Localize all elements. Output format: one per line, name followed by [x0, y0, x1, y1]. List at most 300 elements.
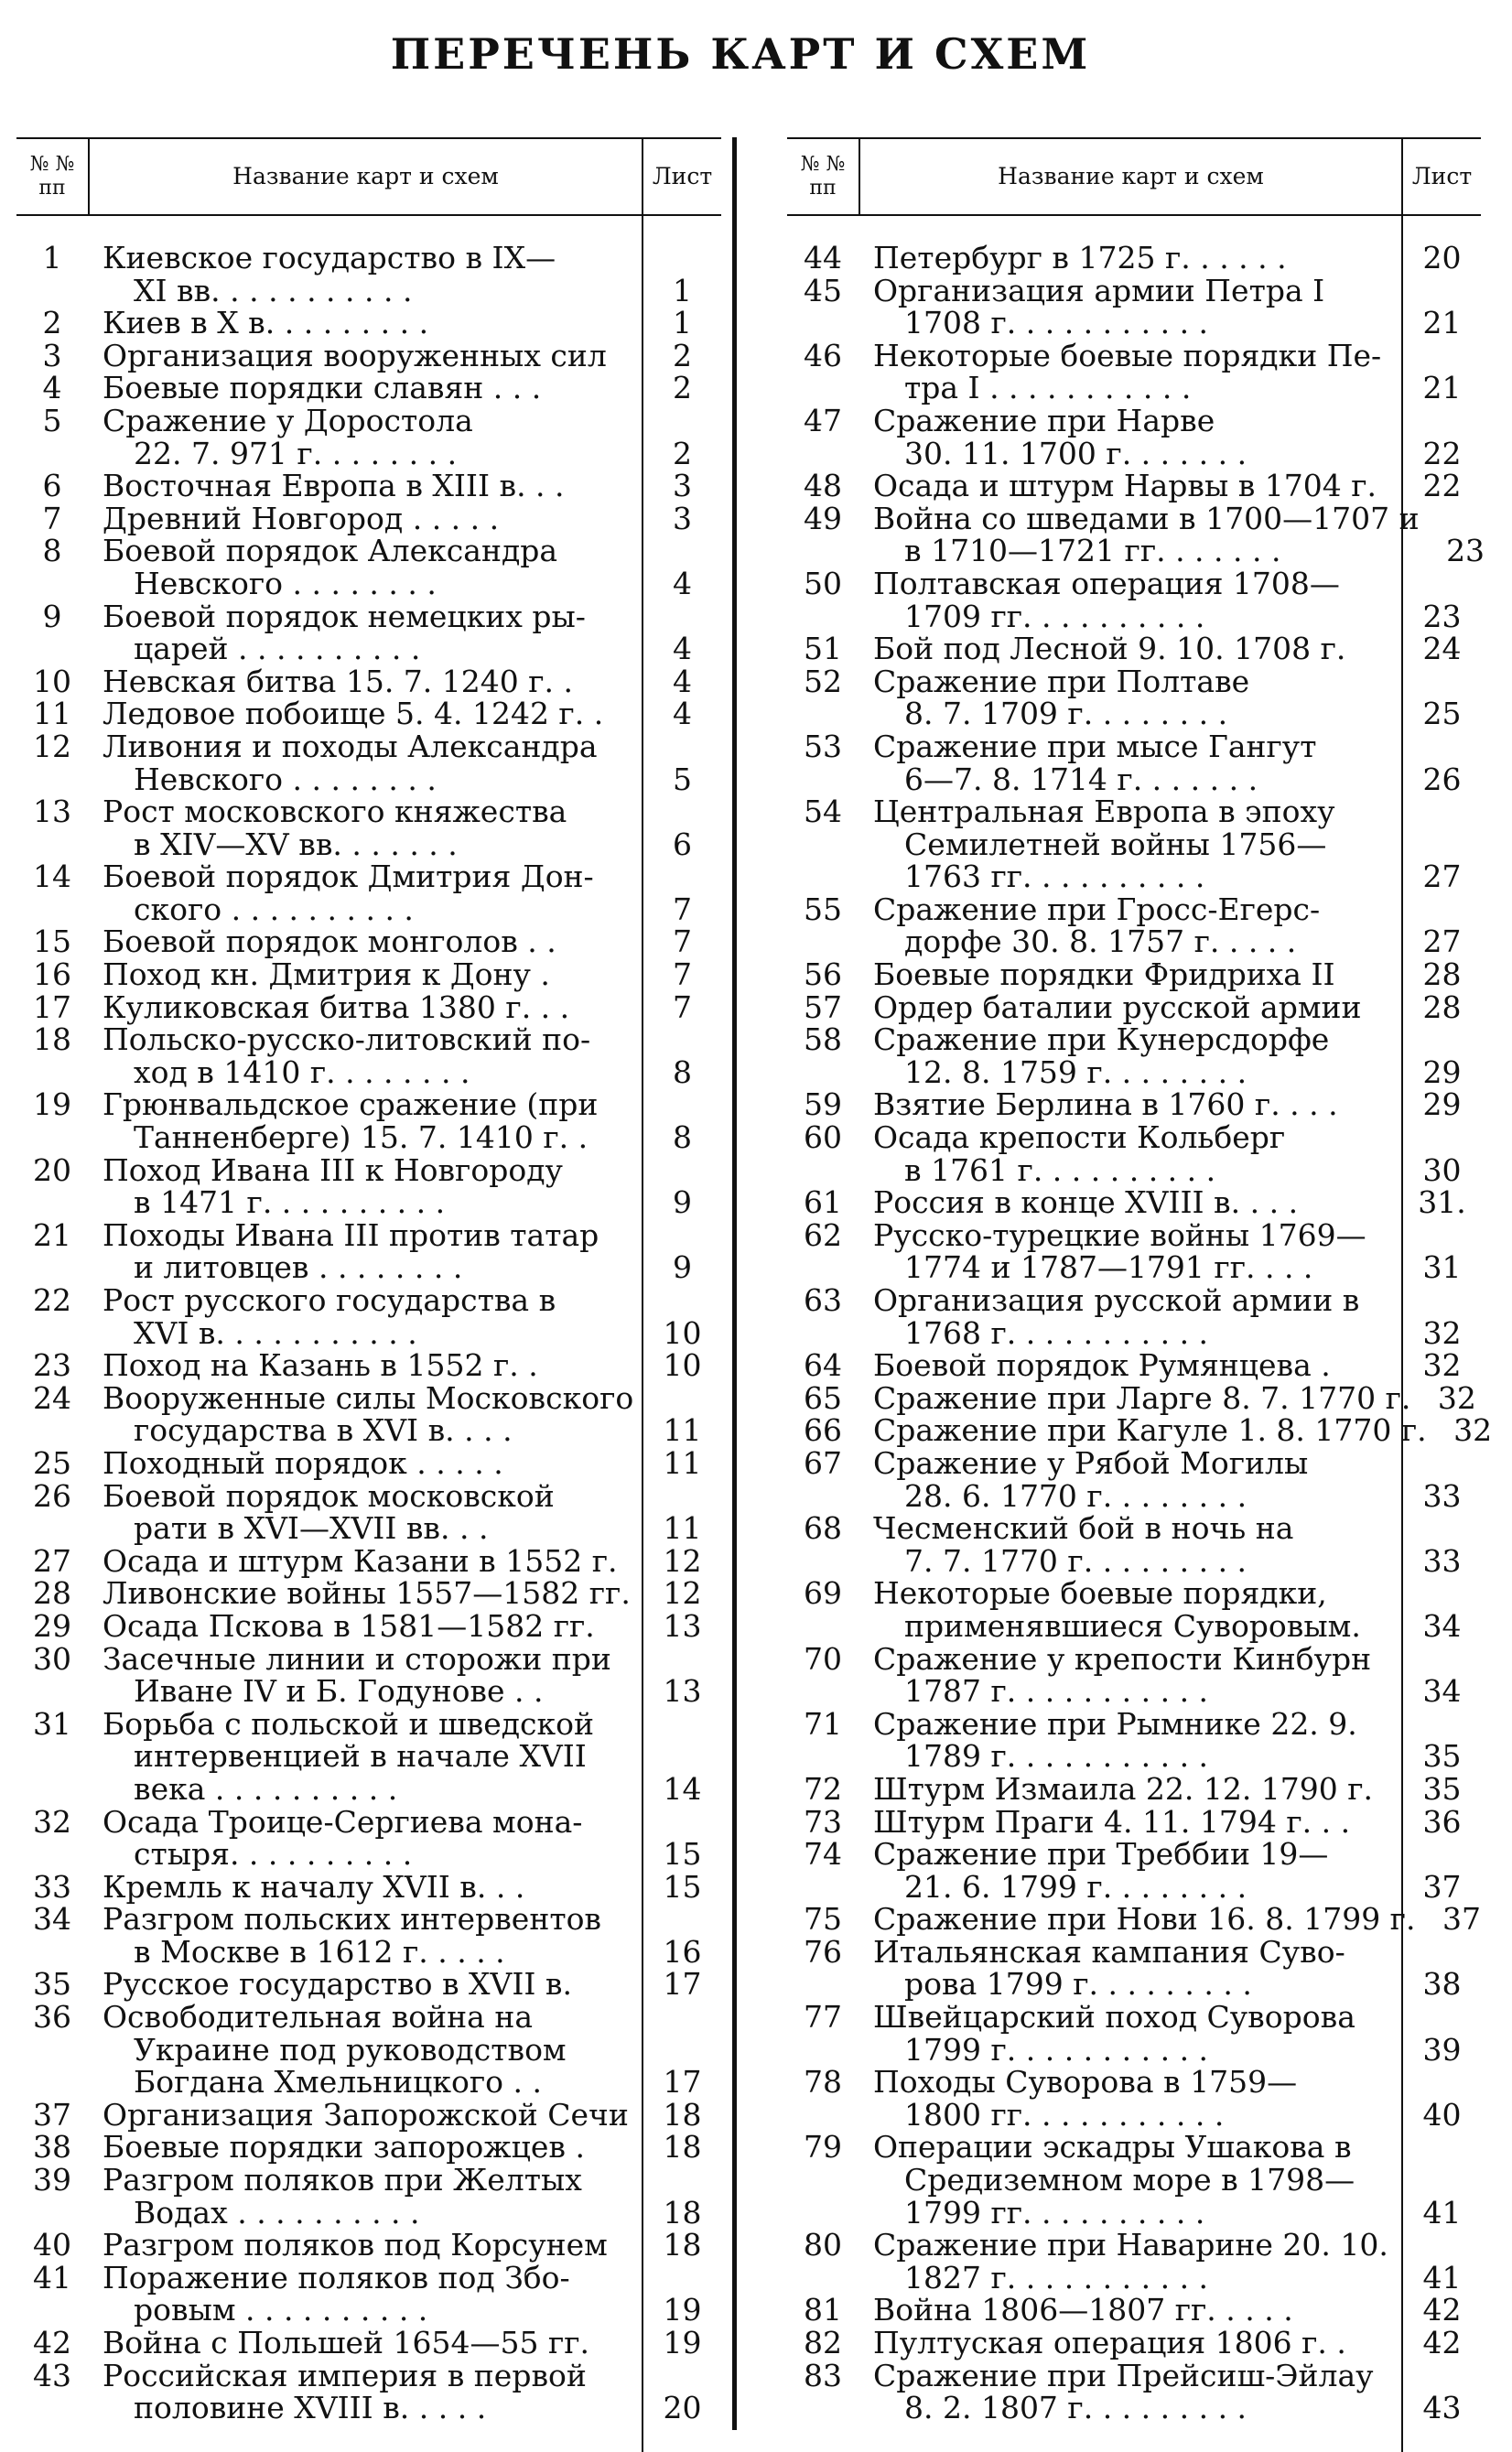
row-title: [88, 1542, 643, 1579]
row-sheet: 18: [663, 2194, 702, 2231]
row-title: [88, 337, 643, 373]
row-title: [88, 1349, 643, 1382]
row-number: 43: [33, 2357, 71, 2393]
row-title-line: Богдана Хмельницкого . .: [134, 2064, 542, 2101]
row-title: [859, 502, 1427, 567]
table-row: [16, 2259, 721, 2328]
table-row: [787, 988, 1481, 1025]
row-title: [88, 1577, 643, 1610]
row-title-line: Танненберге) 15. 7. 1410 г. .: [134, 1119, 589, 1156]
row-title: [88, 1903, 643, 1968]
row-title-line: Невского . . . . . . . .: [134, 761, 437, 797]
row-number: 16: [33, 956, 71, 993]
row-title-line: Боевые порядки запорожцев .: [103, 2129, 585, 2166]
row-title: [88, 730, 643, 795]
row-title-line: 1799 г. . . . . . . . . . .: [904, 2031, 1209, 2068]
row-number: 45: [804, 272, 842, 308]
row-sheet: 32: [1422, 1347, 1462, 1384]
row-sheet: 24: [1422, 631, 1462, 667]
table-row: [787, 730, 1481, 795]
row-title-line: рати в XVI—XVII вв. . .: [134, 1510, 489, 1547]
row-title-line: Вооруженные силы Московского: [103, 1379, 634, 1416]
row-title-line: 1708 г. . . . . . . . . . .: [904, 305, 1209, 341]
row-title: [859, 1577, 1403, 1642]
row-sheet: 16: [663, 1933, 702, 1970]
row-number: 83: [804, 2357, 842, 2393]
row-sheet: 29: [1422, 1053, 1462, 1090]
row-number: 67: [804, 1444, 842, 1481]
row-title: [859, 2131, 1403, 2229]
row-sheet: 21: [1422, 305, 1462, 341]
table-row: [16, 795, 721, 860]
table-row: [16, 337, 721, 373]
table-row: [787, 1088, 1481, 1121]
table-row: [16, 470, 721, 502]
table-row: [16, 1640, 721, 1710]
row-number: 11: [33, 696, 71, 732]
row-number: 18: [33, 1021, 71, 1058]
row-sheet: 7: [673, 988, 692, 1025]
page-title: ПЕРЕЧЕНЬ КАРТ И СХЕМ: [390, 29, 1091, 79]
header-number-label: № № пп: [800, 153, 846, 200]
row-sheet: 29: [1422, 1086, 1462, 1123]
row-number: 3: [42, 337, 62, 373]
row-title: [88, 2229, 643, 2262]
row-number: 38: [33, 2129, 71, 2166]
row-title-line: Сражение при Ларге 8. 7. 1770 г.: [873, 1379, 1411, 1416]
row-title-line: в 1710—1721 гг. . . . . . .: [904, 533, 1281, 569]
row-number: 27: [33, 1542, 71, 1579]
row-number: 81: [804, 2292, 842, 2328]
row-title-line: Штурм Праги 4. 11. 1794 г. . .: [873, 1803, 1351, 1840]
row-title: [88, 470, 643, 502]
row-title-line: Осада крепости Кольберг: [873, 1119, 1286, 1156]
row-title-line: Центральная Европа в эпоху: [873, 794, 1335, 830]
row-title-line: тра I . . . . . . . . . . .: [904, 370, 1192, 406]
row-title-line: 1800 гг. . . . . . . . . . .: [904, 2096, 1225, 2133]
row-number: 33: [33, 1868, 71, 1905]
row-title: [859, 1186, 1403, 1219]
table-row: [16, 1349, 721, 1382]
table-header: [787, 137, 1481, 216]
row-title: [859, 242, 1403, 275]
row-number: 36: [33, 1999, 71, 2036]
row-number: 68: [804, 1510, 842, 1547]
table-row: [787, 893, 1481, 958]
row-title-line: 1799 гг. . . . . . . . . .: [904, 2194, 1205, 2231]
row-title-line: ского . . . . . . . . . .: [134, 891, 414, 927]
row-title: [88, 1803, 643, 1873]
table-row: [787, 1803, 1481, 1840]
row-title-line: Организация Запорожской Сечи: [103, 2096, 629, 2133]
row-number: 30: [33, 1640, 71, 1677]
row-sheet: 3: [673, 468, 692, 504]
row-title: [88, 1151, 643, 1221]
row-number: 46: [804, 337, 842, 373]
row-sheet: 11: [663, 1510, 702, 1547]
table-row: [16, 1868, 721, 1905]
row-number: 4: [42, 370, 62, 406]
row-title: [859, 2327, 1403, 2360]
row-title: [859, 272, 1403, 341]
row-title-line: Некоторые боевые порядки Пе-: [873, 337, 1382, 373]
row-title: [88, 1607, 643, 1644]
table-row: [16, 1705, 721, 1807]
header-sheet: [1401, 139, 1481, 214]
row-title-line: Штурм Измаила 22. 12. 1790 г.: [873, 1770, 1374, 1807]
row-number: 39: [33, 2162, 71, 2198]
table-row: [787, 1640, 1481, 1710]
row-title-line: Восточная Европа в XIII в. . .: [103, 468, 565, 504]
row-title-line: Бой под Лесной 9. 10. 1708 г.: [873, 631, 1346, 667]
row-number: 1: [42, 240, 62, 275]
row-title-line: Ливония и походы Александра: [103, 728, 598, 764]
row-sheet: 40: [1422, 2096, 1462, 2133]
row-number: 48: [804, 468, 842, 504]
row-title-line: Поход кн. Дмитрия к Дону .: [103, 956, 550, 993]
row-title: [88, 2164, 643, 2229]
table-row: [16, 1444, 721, 1481]
row-sheet: 7: [673, 891, 692, 927]
row-sheet: 41: [1422, 2194, 1462, 2231]
row-title-line: Сражение при Рымнике 22. 9.: [873, 1705, 1357, 1742]
row-sheet: 9: [673, 1249, 692, 1286]
row-number: 64: [804, 1347, 842, 1384]
row-title: [859, 1088, 1403, 1121]
row-title-line: Осада и штурм Казани в 1552 г.: [103, 1542, 618, 1579]
row-title: [88, 958, 643, 991]
row-title: [859, 730, 1403, 795]
row-title-line: интервенцией в начале XVII: [134, 1738, 587, 1775]
row-title-line: дорфе 30. 8. 1757 г. . . . .: [904, 924, 1297, 960]
row-title: [88, 2131, 643, 2164]
row-number: 24: [33, 1379, 71, 1416]
row-title-line: 1787 г. . . . . . . . . . .: [904, 1673, 1209, 1710]
row-sheet: 22: [1422, 435, 1462, 471]
row-title-line: половине XVIII в. . . . .: [134, 2390, 487, 2426]
row-sheet: 12: [663, 1575, 702, 1612]
row-number: 80: [804, 2227, 842, 2263]
row-title: [88, 860, 643, 925]
row-title: [859, 2001, 1403, 2066]
row-number: 6: [42, 468, 62, 504]
row-sheet: 19: [663, 2292, 702, 2328]
row-number: 28: [33, 1575, 71, 1612]
row-sheet: 14: [663, 1770, 702, 1807]
row-title: [88, 2096, 643, 2133]
table-row: [16, 2131, 721, 2164]
row-title-line: Россия в конце XVIII в. . . .: [873, 1184, 1299, 1221]
table-row: [787, 500, 1485, 569]
row-sheet: 6: [673, 826, 692, 862]
table-row: [16, 2357, 721, 2426]
row-title: [88, 402, 643, 471]
table-row: [787, 337, 1481, 406]
row-title: [859, 2066, 1403, 2131]
row-sheet: 41: [1422, 2259, 1462, 2295]
row-number: 9: [42, 598, 62, 634]
table-row: [787, 1577, 1481, 1642]
table-row: [16, 402, 721, 471]
row-title: [859, 1216, 1403, 1286]
table-row: [787, 2357, 1481, 2426]
row-title-line: Боевой порядок немецких ры-: [103, 598, 586, 634]
row-title-line: Полтавская операция 1708—: [873, 565, 1340, 601]
row-title-line: Древний Новгород . . . . .: [103, 500, 500, 536]
table-body: [16, 216, 721, 2425]
row-title-line: 1774 и 1787—1791 гг. . . .: [904, 1249, 1313, 1286]
row-number: 62: [804, 1216, 842, 1253]
table-row: [787, 632, 1481, 665]
row-title-line: государства в XVI в. . . .: [134, 1412, 513, 1449]
row-title-line: Сражение у Доростола: [103, 402, 473, 438]
table-row: [787, 2229, 1481, 2294]
row-title: [88, 2357, 643, 2426]
header-sheet-label: Лист: [652, 163, 713, 189]
row-title-line: Боевой порядок Дмитрия Дон-: [103, 859, 594, 895]
table-row: [787, 402, 1481, 471]
row-sheet: 7: [673, 956, 692, 993]
row-title-line: Разгром поляков под Корсунем: [103, 2227, 608, 2263]
row-sheet: 20: [1422, 240, 1462, 275]
row-sheet: 1: [673, 305, 692, 341]
row-title-line: Сражение у Рябой Могилы: [873, 1444, 1309, 1481]
table-row: [16, 665, 721, 698]
row-title-line: Ледовое побоище 5. 4. 1242 г. .: [103, 696, 604, 732]
row-title-line: Поход на Казань в 1552 г. .: [103, 1347, 538, 1384]
table-row: [16, 1968, 721, 2001]
row-number: 15: [33, 924, 71, 960]
row-sheet: 23: [1422, 598, 1462, 634]
table-row: [787, 470, 1481, 502]
row-sheet: 11: [663, 1444, 702, 1481]
row-title: [859, 1512, 1403, 1577]
table-row: [16, 1542, 721, 1579]
header-number: [16, 139, 88, 214]
row-number: 54: [804, 794, 842, 830]
row-sheet: 31: [1422, 1249, 1462, 1286]
table-row: [16, 1284, 721, 1349]
row-sheet: 2: [673, 435, 692, 471]
table-row: [16, 535, 721, 599]
header-name: [859, 139, 1401, 214]
row-number: 10: [33, 663, 71, 699]
row-sheet: 3: [673, 500, 692, 536]
row-number: 56: [804, 956, 842, 993]
row-sheet: 8: [673, 1119, 692, 1156]
row-number: 12: [33, 728, 71, 764]
row-sheet: 37: [1422, 1868, 1462, 1905]
table-row: [16, 1379, 721, 1449]
row-title: [88, 795, 643, 860]
row-title: [88, 925, 643, 958]
row-title: [88, 2327, 643, 2360]
row-title: [859, 1640, 1403, 1710]
row-title-line: 1763 гг. . . . . . . . . .: [904, 859, 1205, 895]
row-sheet: 4: [673, 565, 692, 601]
row-title-line: Польско-русско-литовский по-: [103, 1021, 591, 1058]
row-title-line: Боевые порядки Фридриха II: [873, 956, 1335, 993]
row-title-line: 8. 2. 1807 г. . . . . . . . .: [904, 2390, 1247, 2426]
row-title: [859, 1414, 1434, 1447]
row-title: [859, 1838, 1403, 1903]
table-row: [787, 2131, 1481, 2229]
row-title-line: царей . . . . . . . . . .: [134, 631, 421, 667]
row-number: 50: [804, 565, 842, 601]
row-title: [88, 535, 643, 599]
row-title: [859, 1803, 1403, 1840]
row-title-line: Ордер баталии русской армии: [873, 988, 1362, 1025]
row-title-line: Киевское государство в IX—: [103, 240, 556, 275]
row-title-line: Боевые порядки славян . . .: [103, 370, 542, 406]
table-row: [16, 1577, 721, 1610]
row-number: 13: [33, 794, 71, 830]
table-row: [16, 2001, 721, 2099]
row-number: 61: [804, 1184, 842, 1221]
row-title-line: в XIV—XV вв. . . . . . .: [134, 826, 458, 862]
table-row: [787, 567, 1481, 632]
row-title: [88, 2001, 643, 2099]
row-title-line: в 1761 г. . . . . . . . . .: [904, 1151, 1216, 1188]
row-sheet: 4: [673, 663, 692, 699]
row-sheet: 32: [1422, 1314, 1462, 1351]
row-title: [859, 958, 1403, 991]
table-row: [787, 1770, 1481, 1807]
row-sheet: 25: [1422, 696, 1462, 732]
row-sheet: 15: [663, 1836, 702, 1873]
row-title-line: Сражение при Наварине 20. 10.: [873, 2227, 1388, 2263]
table-row: [16, 730, 721, 795]
row-title-line: ровым . . . . . . . . . .: [134, 2292, 428, 2328]
row-title: [859, 337, 1403, 406]
row-title: [88, 1444, 643, 1481]
row-sheet: 43: [1422, 2390, 1462, 2426]
row-sheet: 42: [1422, 2292, 1462, 2328]
row-number: 14: [33, 859, 71, 895]
row-sheet: 4: [673, 696, 692, 732]
header-name: [88, 139, 642, 214]
row-title-line: Сражение при Гросс-Егерс-: [873, 891, 1321, 927]
row-number: 69: [804, 1575, 842, 1612]
row-number: 21: [33, 1216, 71, 1253]
row-title: [88, 307, 643, 340]
row-title: [88, 665, 643, 698]
row-title-line: 21. 6. 1799 г. . . . . . . .: [904, 1868, 1247, 1905]
row-number: 65: [804, 1379, 842, 1416]
row-sheet: 18: [663, 2129, 702, 2166]
row-title-line: 1768 г. . . . . . . . . . .: [904, 1314, 1209, 1351]
row-number: 44: [804, 240, 842, 275]
row-title-line: Боевой порядок московской: [103, 1477, 555, 1514]
row-title-line: Война с Польшей 1654—55 гг.: [103, 2325, 590, 2360]
table-left: [16, 137, 721, 2425]
row-title: [88, 1477, 643, 1547]
row-title-line: 1827 г. . . . . . . . . . .: [904, 2259, 1209, 2295]
row-title: [859, 2294, 1403, 2327]
table-row: [16, 1151, 721, 1221]
table-row: [16, 1477, 721, 1547]
row-title: [859, 2357, 1403, 2426]
row-sheet: 26: [1422, 761, 1462, 797]
row-title-line: рова 1799 г. . . . . . . . .: [904, 1966, 1252, 2003]
row-title-line: Средиземном море в 1798—: [904, 2162, 1355, 2198]
row-title-line: Боевой порядок Александра: [103, 533, 558, 569]
row-title-line: Организация армии Петра I: [873, 272, 1325, 308]
row-sheet: 34: [1422, 1673, 1462, 1710]
row-sheet: 11: [663, 1412, 702, 1449]
row-title-line: Чесменский бой в ночь на: [873, 1510, 1294, 1547]
row-title-line: Некоторые боевые порядки,: [873, 1575, 1327, 1612]
row-title-line: 8. 7. 1709 г. . . . . . . .: [904, 696, 1228, 732]
row-title: [859, 1903, 1422, 1936]
table-row: [787, 2327, 1481, 2360]
row-title-line: Организация вооруженных сил: [103, 337, 607, 373]
row-sheet: 8: [673, 1053, 692, 1090]
row-title: [88, 1868, 643, 1905]
row-number: 19: [33, 1086, 71, 1123]
row-number: 75: [804, 1901, 842, 1938]
table-row: [16, 600, 721, 665]
row-sheet: 21: [1422, 370, 1462, 406]
table-row: [16, 372, 721, 405]
row-number: 2: [42, 305, 62, 341]
row-number: 71: [804, 1705, 842, 1742]
row-number: 8: [42, 533, 62, 569]
row-number: 53: [804, 728, 842, 764]
row-title: [859, 1444, 1403, 1514]
table-row: [16, 2229, 721, 2262]
row-title-line: Война 1806—1807 гг. . . . .: [873, 2292, 1293, 2328]
row-number: 60: [804, 1119, 842, 1156]
header-sheet: [642, 139, 721, 214]
row-title-line: Сражение при Нови 16. 8. 1799 г.: [873, 1901, 1416, 1938]
row-title: [859, 402, 1403, 471]
row-title: [859, 1023, 1403, 1088]
table-row: [787, 795, 1481, 893]
row-title: [88, 1086, 643, 1156]
table-row: [787, 1412, 1493, 1449]
row-sheet: 28: [1422, 956, 1462, 993]
row-title-line: Поражение поляков под Збо-: [103, 2259, 570, 2295]
table-row: [16, 697, 721, 730]
row-title-line: и литовцев . . . . . . . .: [134, 1249, 463, 1286]
row-number: 20: [33, 1151, 71, 1188]
row-number: 79: [804, 2129, 842, 2166]
row-title-line: Борьба с польской и шведской: [103, 1705, 595, 1742]
row-title-line: Засечные линии и сторожи при: [103, 1640, 611, 1677]
row-title: [859, 2229, 1403, 2294]
row-title-line: 28. 6. 1770 г. . . . . . . .: [904, 1477, 1247, 1514]
row-number: 76: [804, 1933, 842, 1970]
row-title-line: Походный порядок . . . . .: [103, 1444, 503, 1481]
row-number: 5: [42, 402, 62, 438]
row-title-line: 6—7. 8. 1714 г. . . . . . .: [904, 761, 1258, 797]
table-row: [787, 665, 1481, 730]
table-right: [787, 137, 1493, 2426]
row-title: [88, 1640, 643, 1710]
row-title-line: 1789 г. . . . . . . . . . .: [904, 1738, 1209, 1775]
row-title-line: 30. 11. 1700 г. . . . . . .: [904, 435, 1247, 471]
row-title: [88, 2259, 643, 2328]
row-number: 29: [33, 1607, 71, 1644]
row-title-line: Боевой порядок Румянцева .: [873, 1347, 1331, 1384]
row-title: [88, 1379, 643, 1449]
row-title-line: XI вв. . . . . . . . . . .: [134, 272, 413, 308]
table-row: [787, 1903, 1481, 1936]
row-sheet: 23: [1446, 533, 1485, 569]
row-title-line: 12. 8. 1759 г. . . . . . . .: [904, 1053, 1247, 1090]
table-row: [787, 958, 1481, 991]
